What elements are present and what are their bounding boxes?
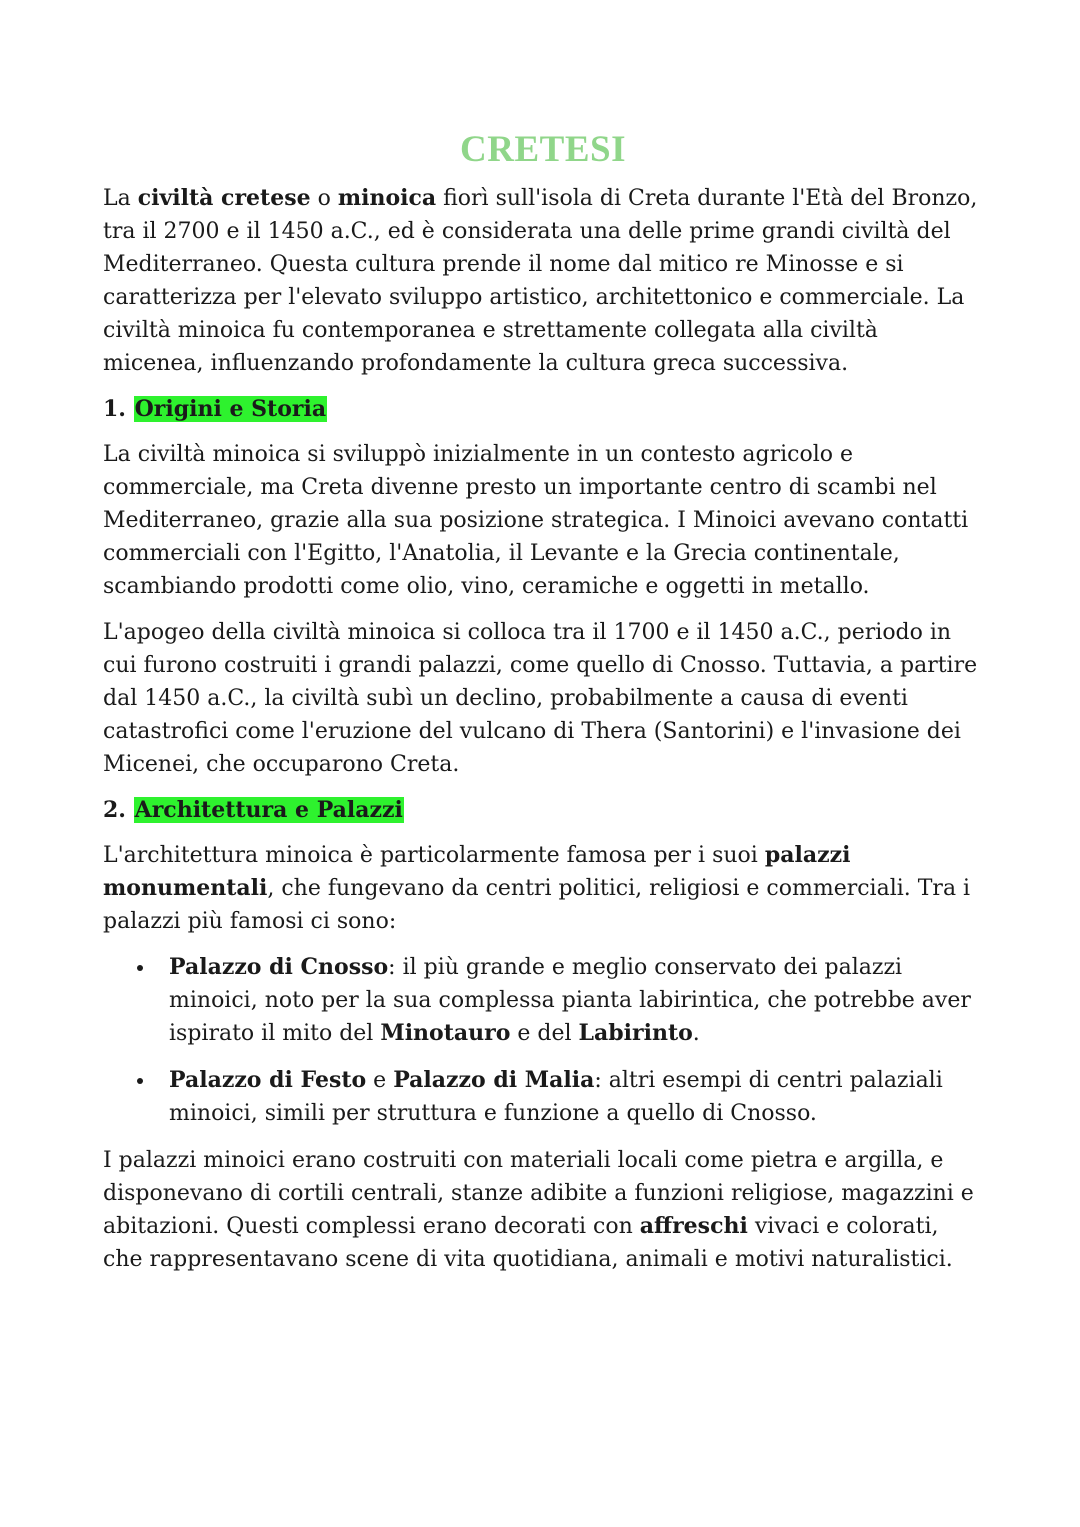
bullet-icon	[137, 965, 143, 971]
page-title: CRETESI	[460, 129, 626, 170]
section-number: 1.	[103, 396, 134, 422]
section1-paragraph-1: La civiltà minoica si sviluppò inizialmente in un contesto agricolo e commerciale, ma Creta divenne presto un importante centro di scambi nel Mediterraneo, grazie alla sua posizione strategica. I Minoici avevano contatti commerciali con l'Egitto, l'Anatolia, il Levante e la Grecia continentale, scambiando prodotti come olio, vino, ceramiche e oggetti in metallo.	[103, 442, 969, 599]
list-item-text: e del	[510, 1021, 579, 1046]
bold-term: civiltà cretese	[137, 185, 311, 211]
section-heading-origini	[103, 393, 983, 426]
paragraph-text: L'architettura minoica è particolarmente famosa per i suoi	[103, 843, 765, 868]
section-number: 2.	[103, 797, 134, 823]
document-page	[103, 128, 983, 1289]
intro-text: o	[310, 186, 338, 211]
bullet-icon	[137, 1078, 143, 1084]
intro-paragraph	[103, 182, 983, 380]
bold-term: minoica	[337, 185, 437, 211]
intro-text: La	[103, 186, 138, 211]
section1-paragraph-2: L'apogeo della civiltà minoica si colloca tra il 1700 e il 1450 a.C., periodo in cui furono costruiti i grandi palazzi, come quello di Cnosso. Tuttavia, a partire dal 1450 a.C., la civiltà subì un declino, probabilmente a causa di eventi catastrofici come l'eruzione del vulcano di Thera (Santorini) e l'invasione dei Micenei, che occuparono Creta.	[103, 620, 978, 777]
list-item	[169, 1064, 983, 1130]
bold-term: Palazzo di Cnosso	[169, 954, 389, 980]
paragraph-text: I palazzi minoici erano costruiti con materiali locali come pietra e argilla, e disponevano di cortili centrali, stanze adibite a funzioni religiose, magazzini e abitazioni. Questi complessi erano decorati con	[103, 1148, 974, 1239]
paragraph-text: , che fungevano da centri politici, religiosi e commerciali. Tra i palazzi più famosi ci sono:	[103, 876, 971, 934]
bold-term: Minotauro	[380, 1020, 511, 1046]
list-item	[169, 951, 983, 1050]
bold-term: Palazzo di Malia	[393, 1067, 595, 1093]
list-item-text: .	[692, 1021, 700, 1046]
highlighted-heading: Architettura e Palazzi	[134, 797, 403, 823]
list-item-text: : il più grande e meglio conservato dei palazzi minoici, noto per la sua complessa pianta labirintica, che potrebbe aver ispirato il mito del	[169, 955, 971, 1046]
intro-text: fiorì sull'isola di Creta durante l'Età del Bronzo, tra il 2700 e il 1450 a.C., ed è considerata una delle prime grandi civiltà del Mediterraneo. Questa cultura prende il nome dal mitico re Minosse e si caratterizza per l'elevato sviluppo artistico, architettonico e commerciale. La civiltà minoica fu contemporanea e strettamente collegata alla civiltà micenea, influenzando profondamente la cultura greca successiva.	[103, 186, 978, 376]
section2-paragraph-2	[103, 1144, 983, 1276]
list-item-text: : altri esempi di centri palaziali minoici, simili per struttura e funzione a quello di Cnosso.	[169, 1068, 943, 1126]
bold-term: palazzi monumentali	[103, 842, 851, 901]
section-heading-architettura	[103, 794, 983, 827]
list-item-text: e	[366, 1068, 394, 1093]
bold-term: affreschi	[639, 1213, 748, 1239]
paragraph-text: vivaci e colorati, che rappresentavano scene di vita quotidiana, animali e motivi naturalistici.	[103, 1214, 953, 1272]
palaces-list	[103, 951, 983, 1130]
bold-term: Labirinto	[578, 1020, 693, 1046]
section2-paragraph-1	[103, 839, 983, 938]
highlighted-heading: Origini e Storia	[134, 396, 327, 422]
bold-term: Palazzo di Festo	[169, 1067, 367, 1093]
